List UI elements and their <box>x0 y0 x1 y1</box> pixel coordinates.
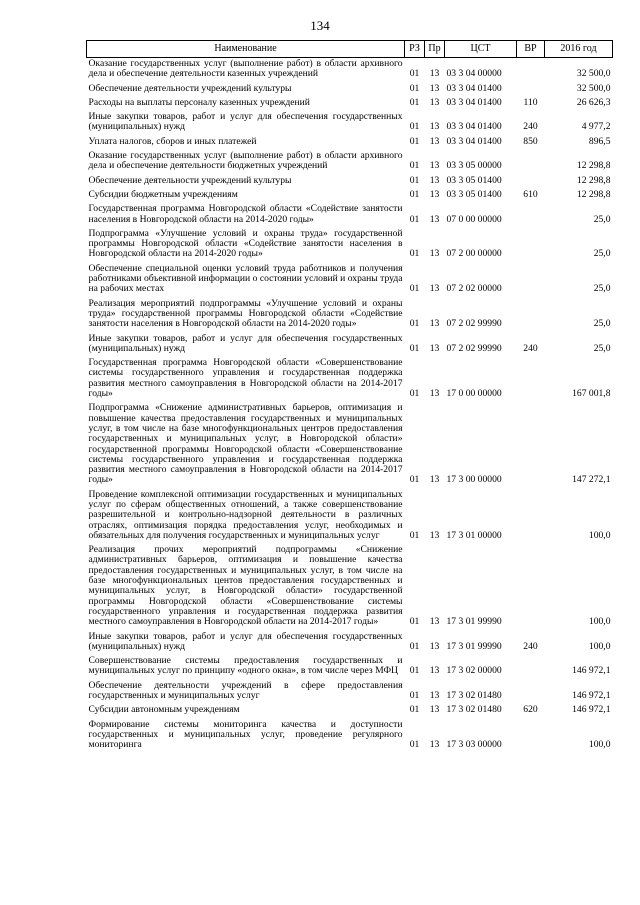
cell-cst: 03 3 05 01400 <box>446 174 502 186</box>
cell-value: 12 298,8 <box>576 174 611 186</box>
cell-name: Совершенствование системы предоставления государственных и муниципальных услуг по принципу «одного окна», в том числе через МФЦ <box>88 655 403 677</box>
table-row <box>87 58 613 83</box>
cell-rz: 01 <box>409 640 420 652</box>
cell-value: 100,0 <box>588 640 611 652</box>
cell-name: Иные закупки товаров, работ и услуг для обеспечения государственных (муниципальных) нужд <box>88 111 403 133</box>
cell-name: Оказание государственных услуг (выполнение работ) в области архивного дела и обеспечение деятельности казенных учреждений <box>88 58 403 80</box>
cell-name: Иные закупки товаров, работ и услуг для обеспечения государственных (муниципальных) нужд <box>88 630 403 652</box>
cell-value: 25,0 <box>593 318 611 330</box>
cell-value: 147 272,1 <box>572 474 611 486</box>
table-row <box>87 631 613 656</box>
cell-cst: 17 3 01 99990 <box>446 616 502 628</box>
cell-vr: 240 <box>523 640 538 652</box>
cell-value: 146 972,1 <box>572 665 611 677</box>
table-row <box>87 136 613 150</box>
cell-vr <box>517 357 545 402</box>
cell-cst: 03 3 05 00000 <box>446 160 502 172</box>
cell-value: 100,0 <box>588 616 611 628</box>
cell-vr <box>517 228 545 263</box>
cell-value: 100,0 <box>588 739 611 751</box>
cell-value: 25,0 <box>593 248 611 260</box>
cell-pr: 13 <box>429 248 440 260</box>
cell-rz: 01 <box>409 388 420 400</box>
cell-name: Обеспечение деятельности учреждений культуры <box>88 82 292 94</box>
cell-value: 25,0 <box>593 213 611 225</box>
cell-pr: 13 <box>429 82 440 94</box>
cell-cst: 07 2 02 00000 <box>446 283 502 295</box>
cell-rz: 01 <box>409 174 420 186</box>
cell-name: Субсидии бюджетным учреждениям <box>88 188 238 200</box>
table-row <box>87 189 613 203</box>
cell-value: 146 972,1 <box>572 704 611 716</box>
cell-rz: 01 <box>409 82 420 94</box>
cell-vr: 240 <box>523 121 538 133</box>
cell-name: Уплата налогов, сборов и иных платежей <box>88 135 257 147</box>
table-row <box>87 150 613 175</box>
cell-name: Иные закупки товаров, работ и услуг для обеспечения государственных (муниципальных) нужд <box>88 332 403 354</box>
cell-value: 25,0 <box>593 283 611 295</box>
cell-pr: 13 <box>429 318 440 330</box>
cell-vr <box>517 680 545 705</box>
cell-cst: 03 3 04 01400 <box>446 135 502 147</box>
cell-vr: 110 <box>523 96 538 108</box>
cell-pr: 13 <box>429 213 440 225</box>
cell-pr: 13 <box>429 68 440 80</box>
cell-vr <box>517 203 545 228</box>
cell-name: Подпрограмма «Улучшение условий и охраны труда» государственной программы Новгородской области «Содействие занятости населения в Новгородской области на 2014-2020 годы» <box>88 227 403 260</box>
cell-vr <box>517 175 545 189</box>
cell-value: 12 298,8 <box>576 188 611 200</box>
cell-value: 167 001,8 <box>572 388 611 400</box>
cell-rz: 01 <box>409 529 420 541</box>
cell-vr <box>517 402 545 488</box>
cell-pr: 13 <box>429 342 440 354</box>
cell-rz: 01 <box>409 160 420 172</box>
cell-name: Обеспечение деятельности учреждений в сфере предоставления государственных и муниципальных услуг <box>88 679 403 702</box>
header-vr: ВР <box>517 41 545 58</box>
cell-vr <box>517 298 545 333</box>
cell-vr: 850 <box>523 135 538 147</box>
cell-vr: 610 <box>523 188 538 200</box>
cell-rz: 01 <box>409 342 420 354</box>
cell-pr: 13 <box>429 739 440 751</box>
cell-name: Государственная программа Новгородской области «Совершенствование системы государственного управления и государственная поддержка развития местного самоуправления в Новгородской области на 2014-2017 годы» <box>88 357 403 400</box>
cell-name: Обеспечение деятельности учреждений культуры <box>88 174 292 186</box>
cell-vr <box>517 719 545 754</box>
cell-vr <box>517 58 545 83</box>
cell-rz: 01 <box>409 616 420 628</box>
cell-cst: 17 3 01 00000 <box>446 529 502 541</box>
cell-rz: 01 <box>409 135 420 147</box>
cell-rz: 01 <box>409 96 420 108</box>
cell-cst: 07 2 02 99990 <box>446 318 502 330</box>
cell-name: Реализация прочих мероприятий подпрограммы «Снижение административных барьеров, оптимизация и повышение качества предоставления государственных и муниципальных услуг, в том числе на базе многофункциональных центов предоставления государственных и муниципальных услуг, в Новгородской области» государственной программы Новгородской области «Совершенствование системы государственного управления и государственная поддержка развития местного самоуправления в Новгородской области на 2014-2017 годы» <box>88 544 403 628</box>
cell-pr: 13 <box>429 96 440 108</box>
cell-pr: 13 <box>429 160 440 172</box>
cell-pr: 13 <box>429 704 440 716</box>
cell-pr: 13 <box>429 283 440 295</box>
cell-pr: 13 <box>429 616 440 628</box>
cell-rz: 01 <box>409 283 420 295</box>
cell-cst: 17 3 01 99990 <box>446 640 502 652</box>
cell-name: Подпрограмма «Снижение административных барьеров, оптимизация и повышение качества предоставления государственных и муниципальных услуг, в том числе на базе многофункциональных центров предоставления государственных и муниципальных услуг, в Новгородской области» государственной программы Новгородской области «Совершенствование системы государственного управления и государственная поддержка развития местного самоуправления в Новгородской области на 2014-2017 годы» <box>88 402 403 486</box>
table-row <box>87 228 613 263</box>
cell-cst: 17 3 02 00000 <box>446 665 502 677</box>
cell-cst: 03 3 04 01400 <box>446 82 502 94</box>
table-row <box>87 263 613 298</box>
cell-value: 12 298,8 <box>576 160 611 172</box>
cell-pr: 13 <box>429 474 440 486</box>
cell-pr: 13 <box>429 388 440 400</box>
cell-pr: 13 <box>429 135 440 147</box>
cell-rz: 01 <box>409 68 420 80</box>
table-row <box>87 175 613 189</box>
cell-cst: 17 0 00 00000 <box>446 388 502 400</box>
cell-rz: 01 <box>409 665 420 677</box>
cell-value: 26 626,3 <box>576 96 611 108</box>
table-row <box>87 203 613 228</box>
cell-cst: 17 3 03 00000 <box>446 739 502 751</box>
cell-rz: 01 <box>409 704 420 716</box>
cell-name: Расходы на выплаты персоналу казенных учреждений <box>88 96 310 108</box>
cell-value: 32 500,0 <box>576 68 611 80</box>
cell-rz: 01 <box>409 318 420 330</box>
cell-name: Обеспечение специальной оценки условий труда работников и получения работниками объективной информации о состоянии условий и охраны труда на рабочих местах <box>88 262 403 295</box>
header-pr: Пр <box>425 41 445 58</box>
cell-pr: 13 <box>429 665 440 677</box>
cell-name: Оказание государственных услуг (выполнение работ) в области архивного дела и обеспечение деятельности бюджетных учреждений <box>88 150 403 172</box>
cell-cst: 03 3 04 01400 <box>446 121 502 133</box>
table-body <box>87 58 613 754</box>
cell-pr: 13 <box>429 174 440 186</box>
table-row <box>87 704 613 718</box>
cell-pr: 13 <box>429 121 440 133</box>
cell-vr <box>517 150 545 175</box>
cell-cst: 07 2 00 00000 <box>446 248 502 260</box>
header-cst: ЦСТ <box>445 41 517 58</box>
cell-vr <box>517 655 545 680</box>
cell-vr <box>517 544 545 630</box>
cell-cst: 07 0 00 00000 <box>446 213 502 225</box>
cell-cst: 17 3 02 01480 <box>446 704 502 716</box>
cell-vr: 240 <box>523 342 538 354</box>
cell-cst: 07 2 02 99990 <box>446 342 502 354</box>
cell-cst: 17 3 00 00000 <box>446 474 502 486</box>
cell-value: 146 972,1 <box>572 690 611 702</box>
table-row <box>87 97 613 111</box>
table-header <box>87 41 613 58</box>
cell-vr: 620 <box>523 704 538 716</box>
cell-name: Проведение комплексной оптимизации государственных и муниципальных услуг по сферам общественных отношений, а также совершенствование разрешительной и контрольно-надзорной деятельности в различных отраслях, оптимизация порядка предоставления услуг, необходимых и обязательных для получения государственных и муниципальных услуг <box>88 488 403 541</box>
cell-cst: 03 3 05 01400 <box>446 188 502 200</box>
cell-cst: 17 3 02 01480 <box>446 690 502 702</box>
cell-vr <box>517 489 545 544</box>
cell-rz: 01 <box>409 248 420 260</box>
cell-vr <box>517 263 545 298</box>
cell-rz: 01 <box>409 188 420 200</box>
cell-value: 896,5 <box>588 135 611 147</box>
table-row <box>87 333 613 358</box>
cell-pr: 13 <box>429 529 440 541</box>
table-row <box>87 680 613 705</box>
cell-pr: 13 <box>429 188 440 200</box>
cell-pr: 13 <box>429 690 440 702</box>
cell-vr <box>517 83 545 97</box>
cell-rz: 01 <box>409 121 420 133</box>
cell-rz: 01 <box>409 690 420 702</box>
cell-value: 32 500,0 <box>576 82 611 94</box>
cell-name: Реализация мероприятий подпрограммы «Улучшение условий и охраны труда» государственной программы Новгородской области «Содействие занятости населения в Новгородской области на 2014-2020 годы» <box>88 297 403 330</box>
table-row <box>87 489 613 544</box>
cell-cst: 03 3 04 00000 <box>446 68 502 80</box>
cell-rz: 01 <box>409 213 420 225</box>
header-name: Наименование <box>87 41 405 58</box>
cell-value: 25,0 <box>593 342 611 354</box>
cell-name: Государственная программа Новгородской области «Содействие занятости населения в Новгородской области на 2014-2020 годы» <box>88 203 403 225</box>
table-row <box>87 655 613 680</box>
cell-cst: 03 3 04 01400 <box>446 96 502 108</box>
table-row <box>87 111 613 136</box>
cell-name: Субсидии автономным учреждениям <box>88 704 240 716</box>
header-value: 2016 год <box>545 41 613 58</box>
table-row <box>87 402 613 488</box>
cell-rz: 01 <box>409 739 420 751</box>
table-row <box>87 298 613 333</box>
table-row <box>87 719 613 754</box>
budget-table <box>86 40 613 754</box>
cell-pr: 13 <box>429 640 440 652</box>
table-row <box>87 83 613 97</box>
page-number: 134 <box>310 18 330 33</box>
cell-value: 100,0 <box>588 529 611 541</box>
cell-value: 4 977,2 <box>581 121 611 133</box>
cell-rz: 01 <box>409 474 420 486</box>
header-rz: РЗ <box>405 41 425 58</box>
table-row <box>87 357 613 402</box>
table-row <box>87 544 613 630</box>
cell-name: Формирование системы мониторинга качества и доступности государственных и муниципальных услуг, проведение регулярного мониторинга <box>88 718 403 751</box>
